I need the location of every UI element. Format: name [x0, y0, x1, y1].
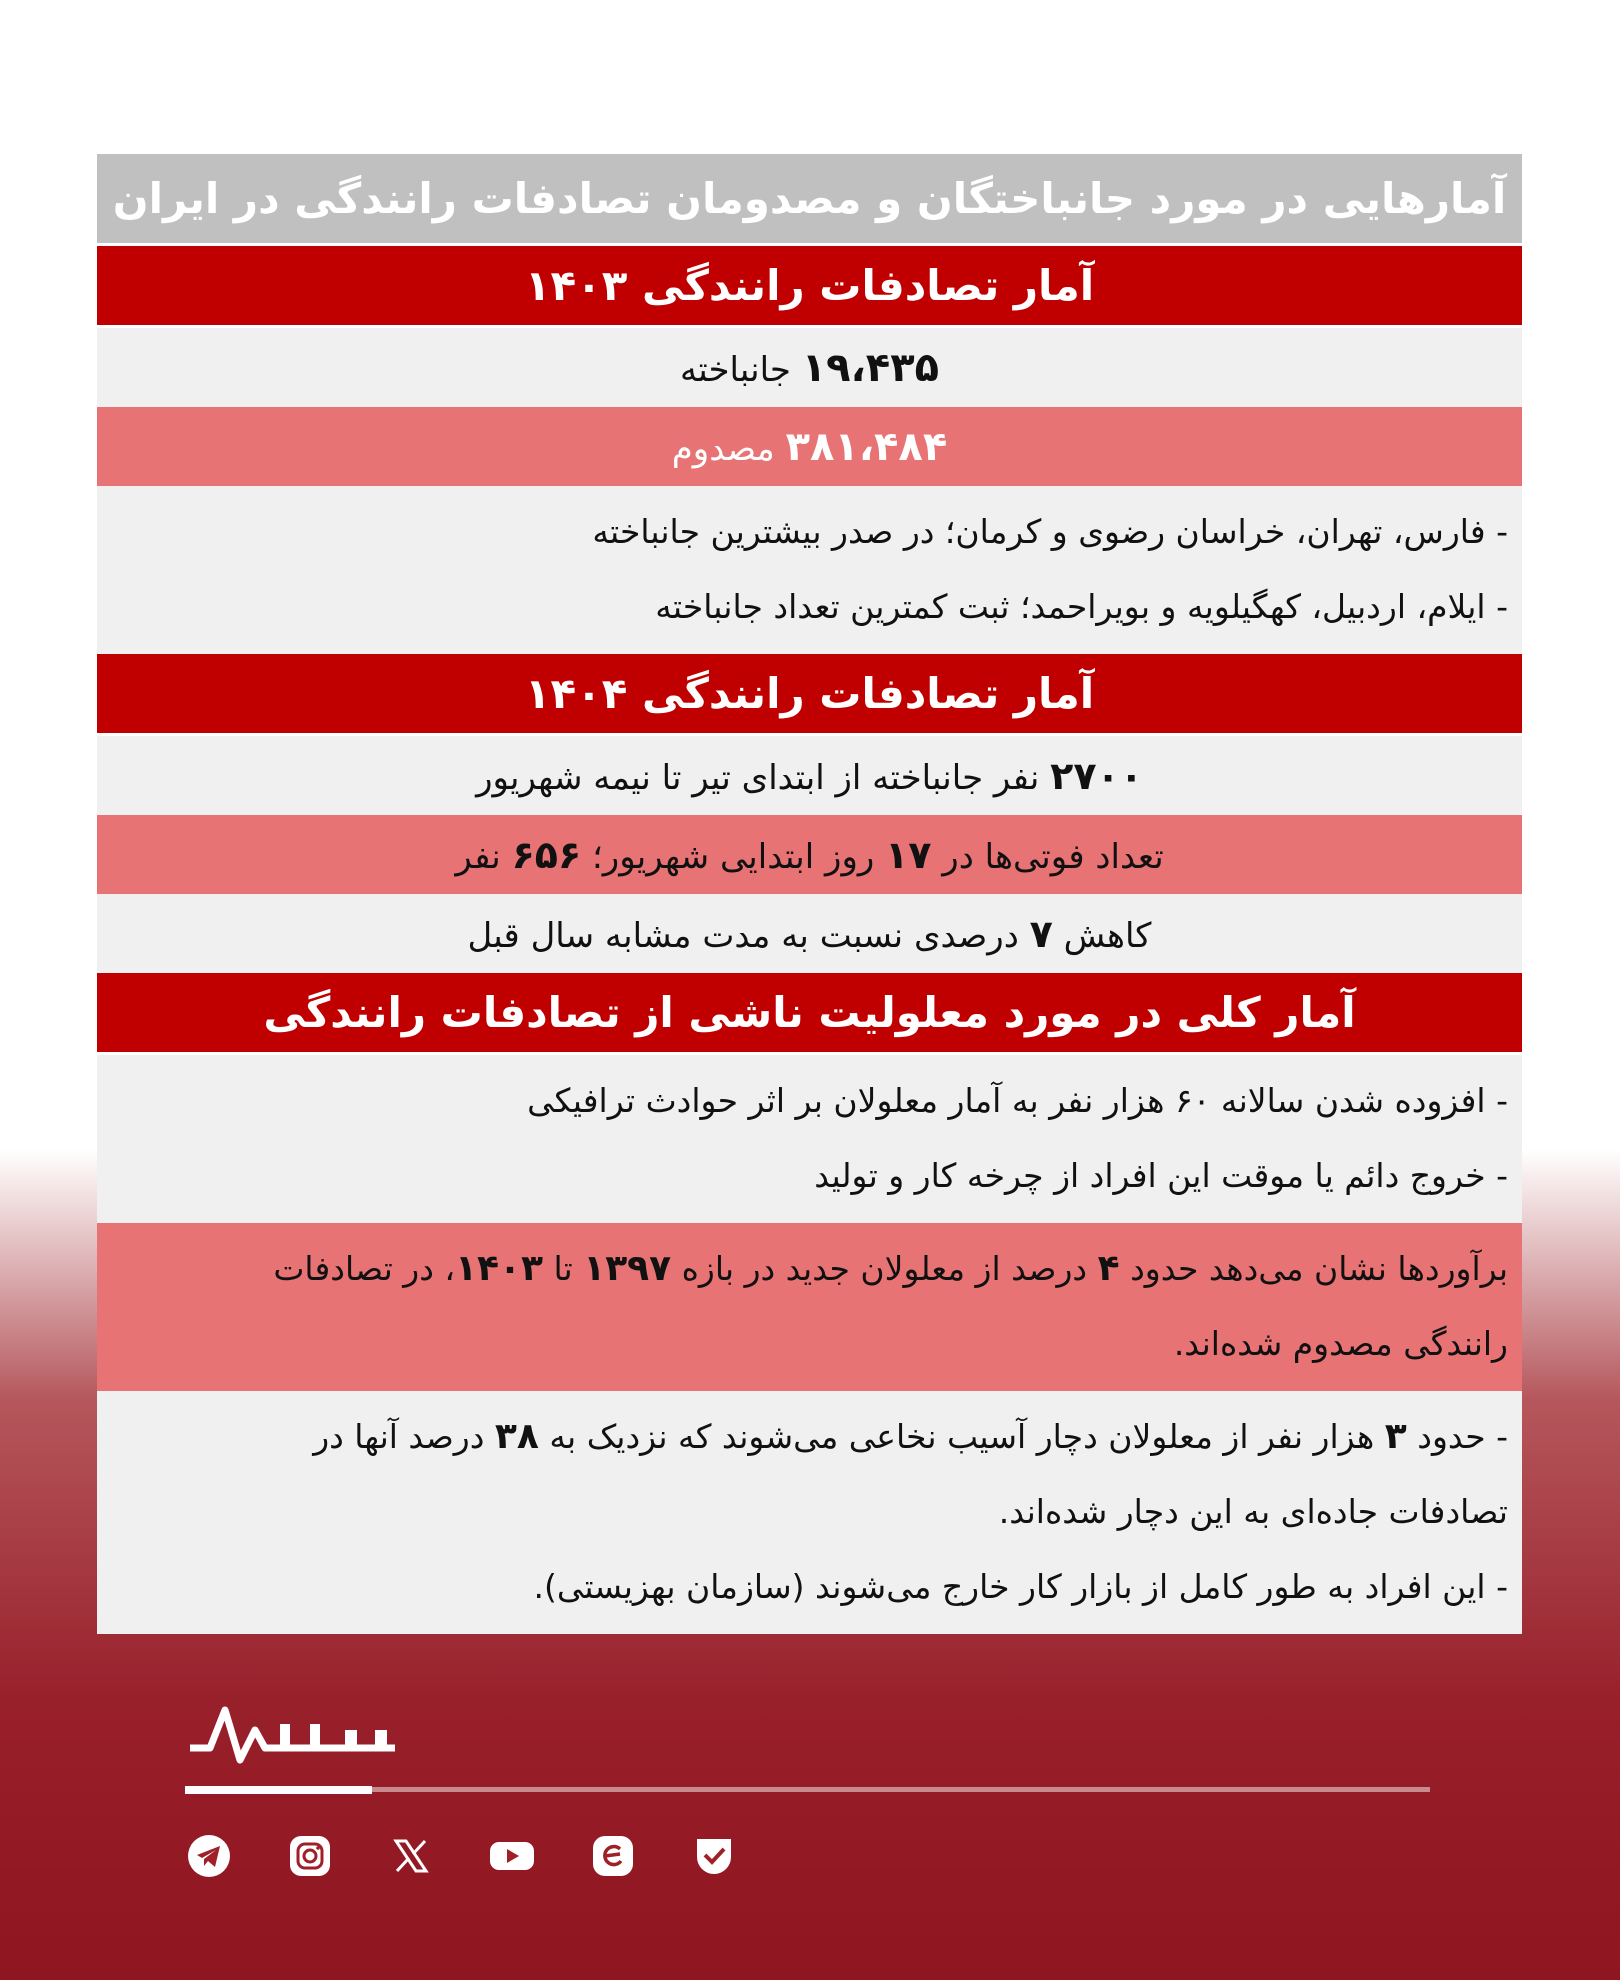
section-heading-disability: آمار کلی در مورد معلولیت ناشی از تصادفات رانندگی: [97, 973, 1522, 1055]
injured-1403-value: ۳۸۱،۴۸۴: [785, 423, 948, 470]
section-heading-1404: آمار تصادفات رانندگی ۱۴۰۴: [97, 654, 1522, 736]
deaths-1403-value: ۱۹،۴۳۵: [801, 344, 940, 391]
progress-track: [185, 1787, 1430, 1792]
decrease-row: کاهش ۷ درصدی نسبت به مدت مشابه سال قبل: [97, 894, 1522, 973]
disability-list: [97, 1055, 1522, 1223]
list-item: - خروج دائم یا موقت این افراد از چرخه کار و تولید: [814, 1156, 1508, 1195]
bale-icon[interactable]: [690, 1832, 738, 1880]
telegram-icon[interactable]: [185, 1832, 233, 1880]
spinal-block: - حدود ۳ هزار نفر از معلولان دچار آسیب نخاعی می‌شوند که نزدیک به ۳۸ درصد آنها در تصادفات جاده‌ای به این دچار شده‌اند. - این افراد به طور کامل از بازار کار خارج می‌شوند (سازمان بهزیستی).: [97, 1391, 1522, 1634]
brand-logo: [185, 1700, 405, 1770]
list-item: - فارس، تهران، خراسان رضوی و کرمان؛ در صدر بیشترین جانباخته: [592, 512, 1508, 551]
section-heading-1403: آمار تصادفات رانندگی ۱۴۰۳: [97, 246, 1522, 328]
youtube-icon[interactable]: [488, 1832, 536, 1880]
eitaa-icon[interactable]: [589, 1832, 637, 1880]
list-item: - این افراد به طور کامل از بازار کار خارج می‌شوند (سازمان بهزیستی).: [533, 1567, 1508, 1606]
shahrivar-deaths-row: تعداد فوتی‌ها در ۱۷ روز ابتدایی شهریور؛ ۶۵۶ نفر: [97, 815, 1522, 894]
x-icon[interactable]: [387, 1832, 435, 1880]
footer: [185, 1700, 1435, 1820]
page-title: آمارهایی در مورد جانباختگان و مصدومان تصادفات رانندگی در ایران: [97, 154, 1522, 246]
stats-table: [97, 154, 1522, 1634]
injured-1403-row: ۳۸۱،۴۸۴ مصدوم: [97, 407, 1522, 486]
instagram-icon[interactable]: [286, 1832, 334, 1880]
deaths-1404-row: ۲۷۰۰ نفر جانباخته از ابتدای تیر تا نیمه شهریور: [97, 736, 1522, 815]
social-links: [185, 1832, 791, 1882]
list-item: - افزوده شدن سالانه ۶۰ هزار نفر به آمار معلولان بر اثر حوادث ترافیکی: [527, 1081, 1508, 1120]
provinces-list: [97, 486, 1522, 654]
list-item: - ایلام، اردبیل، کهگیلویه و بویراحمد؛ ثبت کمترین تعداد جانباخته: [655, 587, 1508, 626]
deaths-1403-row: ۱۹،۴۳۵ جانباخته: [97, 328, 1522, 407]
estimate-block: برآوردها نشان می‌دهد حدود ۴ درصد از معلولان جدید در بازه ۱۳۹۷ تا ۱۴۰۳، در تصادفات رانندگی مصدوم شده‌اند.: [97, 1223, 1522, 1391]
progress-fill: [185, 1786, 372, 1794]
